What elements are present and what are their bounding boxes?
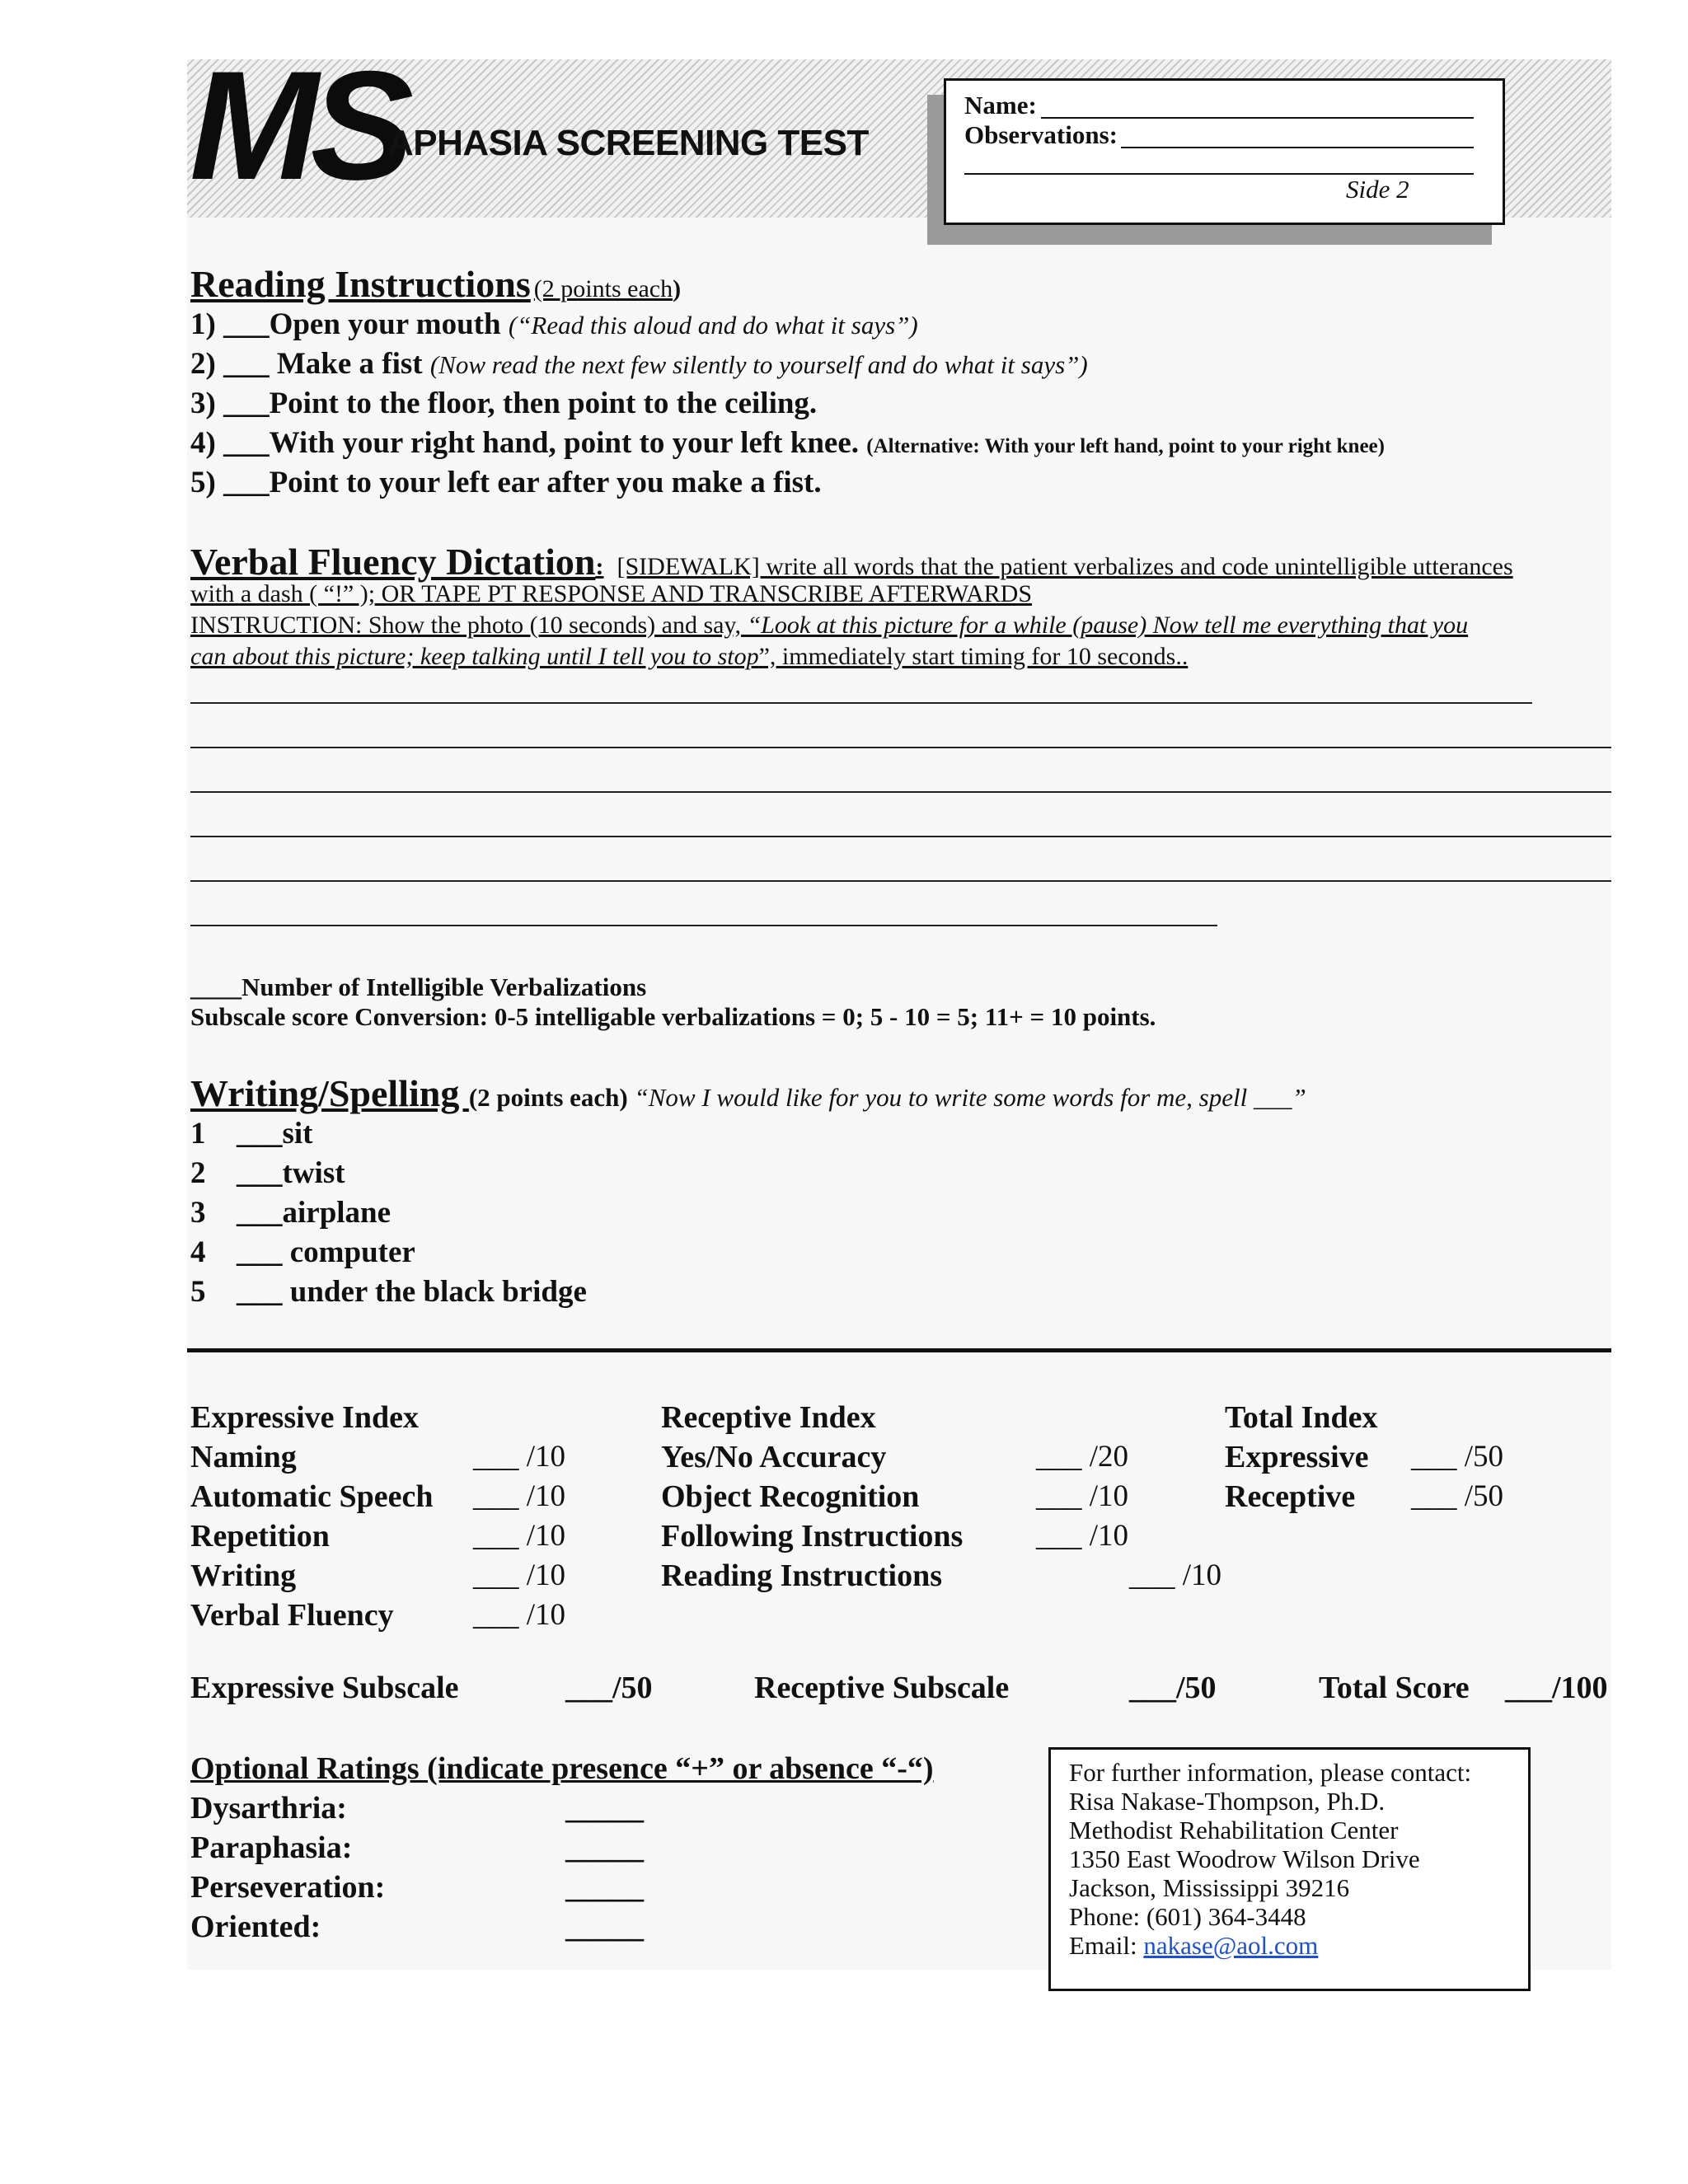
receptive-row-value[interactable]: ___ /10 — [1036, 1479, 1129, 1513]
contact-line: Jackson, Mississippi 39216 — [1069, 1873, 1350, 1902]
reading-item-3: 3) ___Point to the floor, then point to the ceiling. — [190, 387, 818, 420]
reading-item-2: 2) ___ Make a fist (Now read the next few silently to yourself and do what it says”) — [190, 347, 1088, 381]
name-line[interactable] — [1041, 117, 1474, 119]
response-line-2[interactable] — [190, 747, 1611, 748]
response-line-3[interactable] — [190, 791, 1611, 793]
receptive-row-value[interactable]: ___ /10 — [1129, 1558, 1222, 1592]
expressive-row-value[interactable]: ___ /10 — [473, 1598, 566, 1632]
expressive-row-label: Automatic Speech — [190, 1479, 434, 1514]
total-score-label: Total Score — [1319, 1671, 1470, 1705]
response-line-6[interactable] — [190, 925, 1217, 926]
reading-heading: Reading Instructions (2 points each) — [190, 263, 682, 305]
expressive-row-value[interactable]: ___ /10 — [473, 1519, 566, 1553]
expressive-row-value[interactable]: ___ /10 — [473, 1440, 566, 1474]
fluency-instruction-3: INSTRUCTION: Show the photo (10 seconds) and say, “Look at this picture for a while (pause) Now tell me everything that you — [190, 612, 1469, 639]
optional-ratings-heading: Optional Ratings (indicate presence “+” or absence “-“) — [190, 1751, 934, 1786]
observations-line[interactable] — [1121, 147, 1474, 148]
writing-heading: Writing/Spelling (2 points each) “Now I would like for you to write some words for me, spell ___” — [190, 1072, 1306, 1114]
name-label: Name: — [964, 91, 1037, 120]
writing-item-5: 5 ___ under the black bridge — [190, 1275, 587, 1309]
email-label: Email: — [1069, 1931, 1144, 1960]
observations-label: Observations: — [964, 120, 1118, 149]
fluency-heading: Verbal Fluency Dictation: [SIDEWALK] write all words that the patient verbalizes and code unintelligible utterances — [190, 541, 1513, 583]
reading-item-4: 4) ___With your right hand, point to your left knee. (Alternative: With your left hand, point to your right knee) — [190, 426, 1385, 460]
section-divider — [187, 1348, 1611, 1352]
rating-blank[interactable]: _____ — [565, 1830, 644, 1865]
expressive-row-label: Verbal Fluency — [190, 1598, 394, 1633]
total-row-value[interactable]: ___ /50 — [1411, 1440, 1504, 1474]
contact-email-row — [1069, 1931, 1528, 1960]
reading-item-1: 1) ___Open your mouth (“Read this aloud and do what it says”) — [190, 307, 918, 341]
contact-line: For further information, please contact: — [1069, 1758, 1472, 1787]
subscale-conversion: Subscale score Conversion: 0-5 intelligable verbalizations = 0; 5 - 10 = 5; 11+ = 10 points. — [190, 1002, 1156, 1031]
rating-blank[interactable]: _____ — [565, 1791, 644, 1825]
total-row-value[interactable]: ___ /50 — [1411, 1479, 1504, 1513]
expressive-row-label: Repetition — [190, 1519, 330, 1554]
expressive-row-label: Naming — [190, 1440, 297, 1474]
expressive-row-value[interactable]: ___ /10 — [473, 1479, 566, 1513]
receptive-row-label: Following Instructions — [661, 1519, 964, 1554]
receptive-subscale-value[interactable]: ___/50 — [1129, 1671, 1217, 1705]
response-line-5[interactable] — [190, 880, 1611, 882]
response-line-4[interactable] — [190, 836, 1611, 837]
contact-box — [1048, 1747, 1531, 1991]
total-row-label: Receptive — [1225, 1479, 1356, 1514]
form-title: APHASIA SCREENING TEST — [387, 123, 869, 163]
rating-label: Dysarthria: — [190, 1791, 347, 1825]
expressive-subscale-value[interactable]: ___/50 — [565, 1671, 653, 1705]
writing-item-1: 1 ___sit — [190, 1117, 313, 1151]
receptive-row-label: Reading Instructions — [661, 1558, 942, 1593]
rating-blank[interactable]: _____ — [565, 1910, 644, 1944]
response-line-1[interactable] — [190, 702, 1532, 704]
receptive-subscale-label: Receptive Subscale — [754, 1671, 1010, 1705]
expressive-subscale-label: Expressive Subscale — [190, 1671, 459, 1705]
rating-blank[interactable]: _____ — [565, 1870, 644, 1905]
rating-label: Oriented: — [190, 1910, 321, 1944]
receptive-index-title: Receptive Index — [661, 1400, 876, 1435]
side-label: Side 2 — [1346, 175, 1409, 204]
fluency-instruction-4: can about this picture; keep talking until I tell you to stop”, immediately start timing for 10 seconds.. — [190, 643, 1189, 670]
receptive-row-label: Yes/No Accuracy — [661, 1440, 887, 1474]
patient-id-box — [944, 78, 1505, 225]
receptive-row-label: Object Recognition — [661, 1479, 920, 1514]
writing-item-2: 2 ___twist — [190, 1156, 345, 1190]
contact-line: 1350 East Woodrow Wilson Drive — [1069, 1844, 1420, 1873]
expressive-row-value[interactable]: ___ /10 — [473, 1558, 566, 1592]
total-score-value[interactable]: ___/100 — [1505, 1671, 1608, 1705]
total-index-title: Total Index — [1225, 1400, 1378, 1435]
writing-item-3: 3 ___airplane — [190, 1196, 392, 1230]
rating-label: Perseveration: — [190, 1870, 386, 1905]
expressive-index-title: Expressive Index — [190, 1400, 419, 1435]
contact-line: Risa Nakase-Thompson, Ph.D. — [1069, 1787, 1386, 1816]
contact-line: Phone: (601) 364-3448 — [1069, 1902, 1306, 1931]
fluency-instruction-2: with a dash ( “!” ); OR TAPE PT RESPONSE AND TRANSCRIBE AFTERWARDS — [190, 580, 1033, 607]
contact-line: Methodist Rehabilitation Center — [1069, 1816, 1399, 1844]
writing-item-4: 4 ___ computer — [190, 1235, 415, 1269]
reading-item-5: 5) ___Point to your left ear after you make a fist. — [190, 466, 822, 499]
logo-ms: MS — [190, 39, 406, 212]
intelligible-count: ____Number of Intelligible Verbalizations — [190, 972, 647, 1001]
receptive-row-value[interactable]: ___ /10 — [1036, 1519, 1129, 1553]
expressive-row-label: Writing — [190, 1558, 297, 1593]
rating-label: Paraphasia: — [190, 1830, 353, 1865]
receptive-row-value[interactable]: ___ /20 — [1036, 1440, 1129, 1474]
email-link[interactable]: nakase@aol.com — [1143, 1931, 1319, 1960]
total-row-label: Expressive — [1225, 1440, 1369, 1474]
